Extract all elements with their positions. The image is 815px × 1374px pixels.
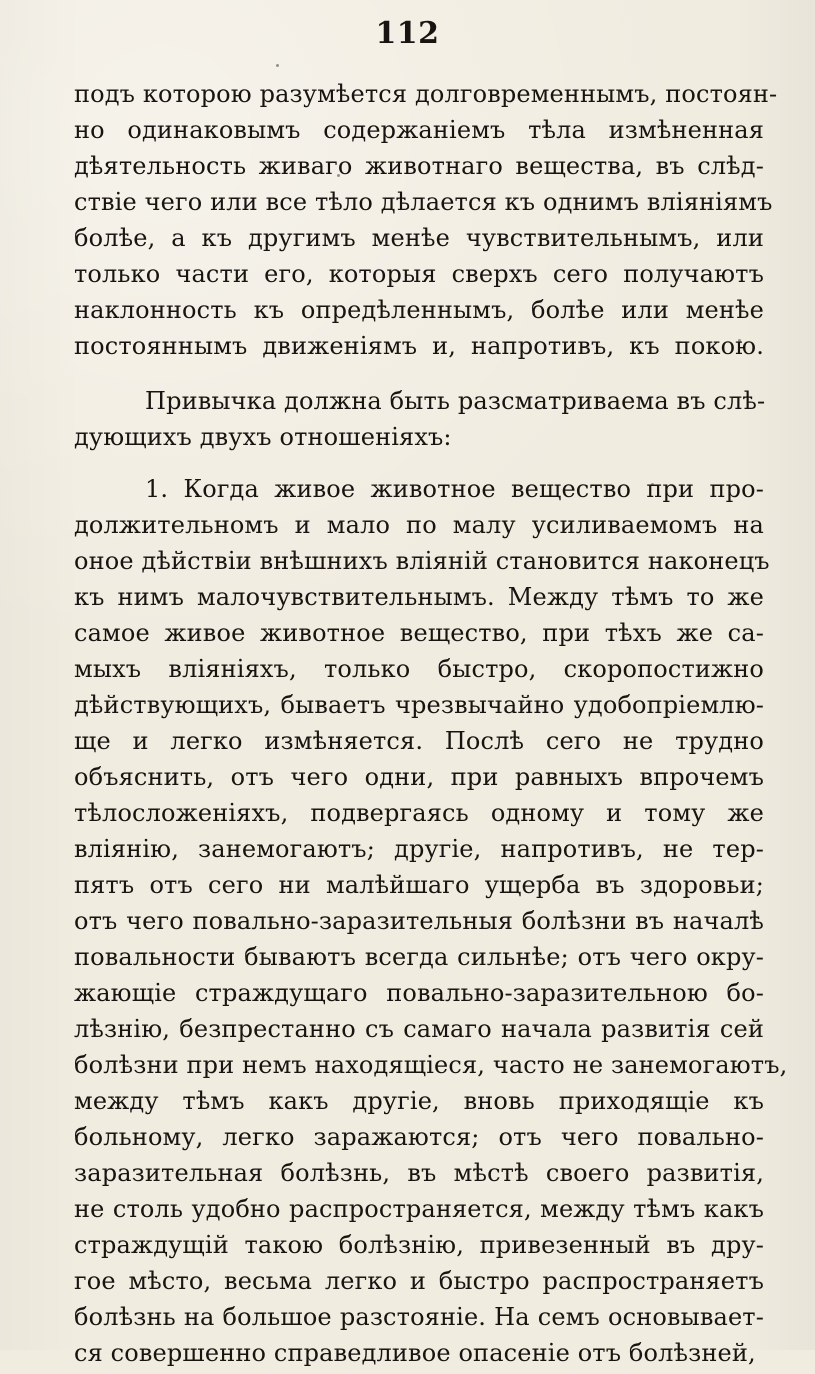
- text-line: дѣятельность живаго животнаго вещества, въ слѣд-: [74, 152, 764, 180]
- text-line: повальности бываютъ всегда сильнѣе; отъ чего окру-: [74, 943, 764, 971]
- paragraph-first-line: Привычка должна быть разсматриваема въ слѣ-: [145, 387, 766, 415]
- text-line: лѣзнію, безпрестанно съ самаго начала развитія сей: [74, 1015, 764, 1043]
- text-line: подъ которою разумѣется долговременнымъ, постоян-: [74, 80, 778, 108]
- text-line: тѣлосложеніяхъ, подвергаясь одному и тому же: [74, 799, 764, 827]
- text-line: страждущій такою болѣзнію, привезенный въ дру-: [74, 1231, 764, 1259]
- text-line: ся совершенно справедливое опасеніе отъ болѣзней,: [74, 1339, 756, 1367]
- text-line: оное дѣйствіи внѣшнихъ вліяній становится наконецъ: [74, 547, 770, 575]
- text-line: между тѣмъ какъ другіе, вновь приходящіе къ: [74, 1087, 764, 1115]
- text-line: болѣзнь на большое разстояніе. На семъ основывает-: [74, 1303, 764, 1331]
- page-number: 112: [375, 16, 440, 51]
- text-line: наклонность къ опредѣленнымъ, болѣе или менѣе: [74, 296, 764, 324]
- text-line: ще и легко измѣняется. Послѣ сего не трудно: [74, 727, 764, 755]
- text-line: должительномъ и мало по малу усиливаемомъ на: [74, 511, 764, 539]
- text-line: къ нимъ малочувствительнымъ. Между тѣмъ то же: [74, 583, 764, 611]
- text-line: ствіе чего или все тѣло дѣлается къ однимъ вліяніямъ: [74, 188, 773, 216]
- text-line: вліянію, занемогаютъ; другіе, напротивъ, не тер-: [74, 835, 764, 863]
- text-line: жающіе страждущаго повально-заразительною бо-: [74, 979, 764, 1007]
- text-line: заразительная болѣзнь, въ мѣстѣ своего развитія,: [74, 1159, 764, 1187]
- text-line: болѣзни при немъ находящіеся, часто не занемогаютъ,: [74, 1051, 788, 1079]
- text-line: не столь удобно распространяется, между тѣмъ какъ: [74, 1195, 764, 1223]
- text-line: отъ чего повально-заразительныя болѣзни въ началѣ: [74, 907, 764, 935]
- text-line: пятъ отъ сего ни малѣйшаго ущерба въ здоровьи;: [74, 871, 764, 899]
- text-line: постояннымъ движеніямъ и, напротивъ, къ покою.: [74, 332, 764, 360]
- print-speck: [738, 339, 741, 342]
- numbered-paragraph-line: 1. Когда живое животное вещество при про-: [145, 475, 764, 503]
- text-line: только части его, которыя сверхъ сего получаютъ: [74, 260, 764, 288]
- text-line: но одинаковымъ содержаніемъ тѣла измѣненная: [74, 116, 764, 144]
- text-line: гое мѣсто, весьма легко и быстро распространяетъ: [74, 1267, 764, 1295]
- print-speck: [651, 483, 654, 486]
- text-line: дѣйствующихъ, бываетъ чрезвычайно удобопріемлю-: [74, 691, 764, 719]
- print-speck: [337, 174, 340, 177]
- text-line: мыхъ вліяніяхъ, только быстро, скоропостижно: [74, 655, 764, 683]
- text-line: болѣе, а къ другимъ менѣе чувствительнымъ, или: [74, 224, 764, 252]
- text-line: самое живое животное вещество, при тѣхъ же са-: [74, 619, 764, 647]
- text-line: больному, легко заражаются; отъ чего повально-: [74, 1123, 764, 1151]
- text-line: дующихъ двухъ отношеніяхъ:: [74, 423, 452, 451]
- text-line: объяснить, отъ чего одни, при равныхъ впрочемъ: [74, 763, 764, 791]
- print-speck: [276, 64, 279, 67]
